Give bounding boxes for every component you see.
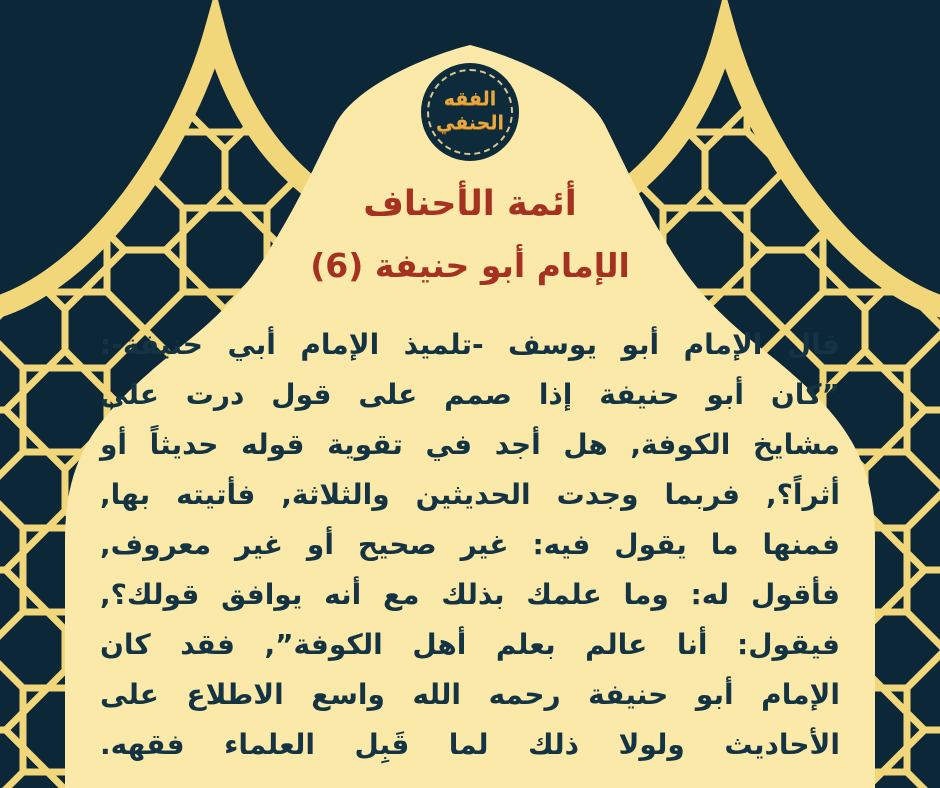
logo-text-line2: الحنفي bbox=[436, 112, 504, 134]
logo-text bbox=[436, 88, 504, 136]
quote-line: مشايخ الكوفة, هل أجد في تقوية قوله حديثاً أو bbox=[100, 428, 840, 461]
quote-line: الإمام أبو حنيفة رحمه الله واسع الاطلاع على bbox=[100, 678, 840, 711]
quote-line: فأقول له: وما علمك بذلك مع أنه يوافق قولك؟, bbox=[100, 578, 840, 611]
quote-line: ”كان أبو حنيفة إذا صمم على قول درت على bbox=[100, 378, 840, 411]
fiqh-hanafi-logo bbox=[421, 63, 519, 161]
quote-line: الأحاديث ولولا ذلك لما قَبِل العلماء فقهه. bbox=[100, 728, 840, 761]
series-title: أئمة الأحناف bbox=[363, 184, 577, 224]
quote-line: فمنها ما يقول فيه: غير صحيح أو غير معروف, bbox=[100, 528, 840, 561]
quote-line: فيقول: أنا عالم بعلم أهل الكوفة”, فقد كان bbox=[100, 628, 840, 661]
episode-title: الإمام أبو حنيفة (6) bbox=[310, 246, 630, 285]
headings bbox=[0, 184, 940, 285]
quote-line: أثراً؟, فربما وجدت الحديثين والثلاثة, فأتيته بها, bbox=[100, 478, 840, 511]
quote-body bbox=[100, 320, 840, 770]
logo-text-line1: الفقه bbox=[443, 88, 497, 111]
quote-line: قال الإمام أبو يوسف -تلميذ الإمام أبي حنيفة-: bbox=[100, 328, 840, 361]
